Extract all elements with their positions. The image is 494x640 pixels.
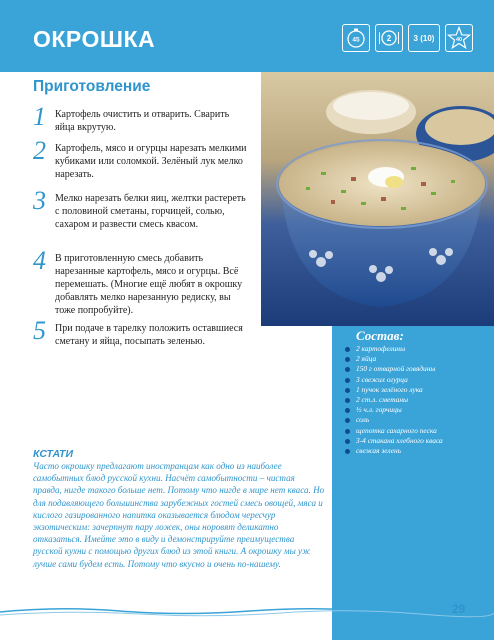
cooking-time-value: 45 xyxy=(352,36,360,44)
difficulty-value: 2 xyxy=(386,34,392,43)
ingredient-item: 3-4 стакана хлебного кваса xyxy=(345,436,443,446)
step-text: Мелко нарезать белки яиц, желтки растереть с половиной сметаны, горчицей, солью, сахаром и развести смесь квасом. xyxy=(55,193,246,230)
ingredient-item: щепотка сахарного песка xyxy=(345,426,443,436)
step-number: 2 xyxy=(33,136,46,165)
ingredient-item: 150 г отварной говядины xyxy=(345,364,443,374)
servings-badge: 3 (10) xyxy=(408,24,440,52)
soup-photo xyxy=(261,72,494,326)
page-title: ОКРОШКА xyxy=(33,26,156,52)
ingredient-item: 2 картофелины xyxy=(345,344,443,354)
footer-wave xyxy=(0,602,494,622)
ingredient-item: 2 ст.л. сметаны xyxy=(345,395,443,405)
kstati-title: КСТАТИ xyxy=(33,448,74,460)
ingredient-item: свежая зелень xyxy=(345,446,443,456)
step-number: 4 xyxy=(33,246,46,275)
star-value: 40 xyxy=(455,37,463,43)
step-2 xyxy=(33,136,248,181)
step-number: 5 xyxy=(33,316,46,345)
step-text: Картофель, мясо и огурцы нарезать мелкими кубиками или соломкой. Зелёный лук мелко нарезать. xyxy=(55,143,247,180)
ingredient-item: 1 пучок зелёного лука xyxy=(345,385,443,395)
ingredient-item: ½ ч.л. горчицы xyxy=(345,405,443,415)
kstati-text: Часто окрошку предлагают иностранцам как одно из наиболее самобытных блюд русской кухни. Насчёт самобытности – чистая правда, нигде такого больше нет. Потому что нигде в мире нет кваса. Но для подавляющего большинства зарубежных гостей смесь овощей, мяса и кислого газированного напитка оказывается блюдом чересчур экзотическим: зачерпнут пару ложек, оны норовят деликатно отказаться. Имейте это в виду и демонстрируйте преимущества русской кухни с помощью других блюд из этой книги. А окрошку мы уж лучше сами будем есть. Потому что вкусно и очень по-нашему. xyxy=(33,461,325,569)
step-number: 3 xyxy=(33,186,46,215)
ingredients-title: Состав: xyxy=(356,328,404,343)
step-text: В приготовленную смесь добавить нарезанные картофель, мясо и огурцы. Всё перемешать. (Многие ещё любят в окрошку добавлять мелко нарезанную редиску, вы тоже попробуйте). xyxy=(55,253,243,316)
recipe-badges xyxy=(342,24,473,54)
step-1 xyxy=(33,102,248,134)
section-title: Приготовление xyxy=(33,78,151,95)
cooking-time-icon xyxy=(342,24,370,52)
step-text: Картофель очистить и отварить. Сварить яйца вкрутую. xyxy=(55,109,230,133)
step-number: 1 xyxy=(33,102,46,131)
page-number: 29 xyxy=(452,602,466,616)
ingredient-item: 2 яйца xyxy=(345,354,443,364)
difficulty-icon xyxy=(375,24,403,52)
ingredient-item: 3 свежих огурца xyxy=(345,375,443,385)
step-4 xyxy=(33,246,248,317)
step-5 xyxy=(33,316,248,348)
step-text: При подаче в тарелку положить оставшиеся сметану и яйца, посыпать зеленью. xyxy=(55,323,243,347)
ingredient-item: соль xyxy=(345,415,443,425)
star-icon xyxy=(445,24,473,52)
ingredients-list xyxy=(345,344,443,456)
step-3 xyxy=(33,186,248,231)
